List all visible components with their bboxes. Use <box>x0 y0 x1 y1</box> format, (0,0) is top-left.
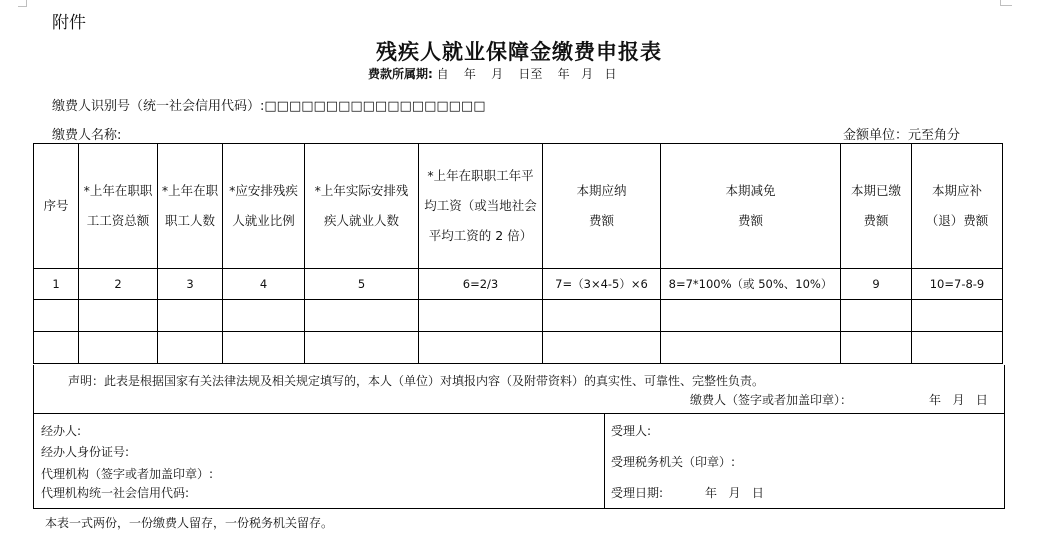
table-cell[interactable] <box>79 332 158 364</box>
table-cell[interactable] <box>305 332 419 364</box>
attachment-label: 附件 <box>52 13 86 33</box>
table-cell[interactable] <box>543 332 661 364</box>
table-index-cell: 3 <box>158 269 223 300</box>
table-cell[interactable] <box>419 300 543 332</box>
table-header-text: *应安排残疾 <box>229 183 298 198</box>
receiver-label: 受理人: <box>611 424 652 438</box>
amount-unit: 金额单位：元至角分 <box>843 128 961 143</box>
table-index-cell: 5 <box>305 269 419 300</box>
agent-id-label: 经办人身份证号: <box>41 445 130 459</box>
page-corner-mark <box>1000 5 1012 7</box>
form-title: 残疾人就业保障金缴费申报表 <box>376 39 662 64</box>
table-header-cell <box>419 144 543 269</box>
declaration-section <box>33 365 1005 414</box>
handling-section <box>33 413 1005 509</box>
table-header-cell <box>34 144 79 269</box>
table-cell[interactable] <box>79 300 158 332</box>
tax-office-label: 受理税务机关（印章）: <box>611 455 736 469</box>
fee-declaration-table <box>33 143 1003 364</box>
section-divider <box>604 413 605 508</box>
table-header-text: 费额 <box>588 213 614 228</box>
table-index-cell: 8=7*100%（或 50%、10%） <box>661 269 841 300</box>
table-header-cell <box>841 144 912 269</box>
table-index-cell: 4 <box>223 269 305 300</box>
receive-date-label: 受理日期: <box>611 486 664 500</box>
table-cell[interactable] <box>305 300 419 332</box>
page-corner-mark <box>18 6 27 8</box>
table-index-row <box>34 269 1003 300</box>
table-cell[interactable] <box>912 332 1003 364</box>
taxpayer-id-boxes[interactable]: □□□□□□□□□□□□□□□□□□ <box>264 99 486 114</box>
table-header-cell <box>912 144 1003 269</box>
payer-name-label: 缴费人名称: <box>52 128 122 143</box>
table-row <box>34 332 1003 364</box>
table-cell[interactable] <box>841 332 912 364</box>
table-cell[interactable] <box>34 300 79 332</box>
taxpayer-id <box>52 95 485 114</box>
table-header-text: 费额 <box>863 213 889 228</box>
fee-period-label: 费款所属期: <box>368 67 433 81</box>
table-cell[interactable] <box>34 332 79 364</box>
table-cell[interactable] <box>158 332 223 364</box>
table-header-text: *上年在职职工年平 <box>427 168 534 183</box>
agency-label: 代理机构（签字或者加盖印章）: <box>41 467 214 481</box>
agent-label: 经办人: <box>41 424 82 438</box>
taxpayer-id-label: 缴费人识别号（统一社会信用代码）: <box>52 99 265 114</box>
table-header-text: 平均工资的 2 倍） <box>428 228 533 243</box>
table-header-text: 人就业比例 <box>232 213 295 228</box>
table-row <box>34 300 1003 332</box>
table-header-cell <box>661 144 841 269</box>
declaration-text: 声明：此表是根据国家有关法律法规及相关规定填写的，本人（单位）对填报内容（及附带资料）的真实性、可靠性、完整性负责。 <box>68 374 765 388</box>
table-header-text: *上年在职职 <box>83 183 153 198</box>
table-cell[interactable] <box>419 332 543 364</box>
table-header-text: 职工人数 <box>164 213 215 228</box>
footnote: 本表一式两份，一份缴费人留存，一份税务机关留存。 <box>45 516 334 530</box>
table-header-text: 序号 <box>43 198 69 213</box>
table-header-text: （退）费额 <box>925 213 989 228</box>
table-cell[interactable] <box>543 300 661 332</box>
receive-date-value: 年 月 日 <box>705 486 764 500</box>
table-index-cell: 2 <box>79 269 158 300</box>
fee-period <box>368 65 617 82</box>
table-header-text: 费额 <box>737 213 763 228</box>
payer-signature-date: 年 月 日 <box>929 393 988 407</box>
table-header-text: 本期已缴 <box>850 183 901 198</box>
table-header-text: 本期减免 <box>725 183 776 198</box>
table-header-row <box>34 144 1003 269</box>
table-header-text: 均工资（或当地社会 <box>424 198 537 213</box>
table-index-cell: 7=（3×4-5）×6 <box>543 269 661 300</box>
table-header-text: *上年在职 <box>161 183 219 198</box>
table-header-cell <box>158 144 223 269</box>
table-cell[interactable] <box>841 300 912 332</box>
table-header-text: 本期应补 <box>931 183 982 198</box>
table-header-text: 疾人就业人数 <box>323 213 399 228</box>
table-header-text: *上年实际安排残 <box>314 183 409 198</box>
table-cell[interactable] <box>223 300 305 332</box>
table-cell[interactable] <box>158 300 223 332</box>
table-index-cell: 9 <box>841 269 912 300</box>
table-index-cell: 6=2/3 <box>419 269 543 300</box>
payer-signature-label: 缴费人（签字或者加盖印章）： <box>690 393 853 407</box>
fee-period-value: 自 年 月 日至 年 月 日 <box>432 67 617 81</box>
table-index-cell: 1 <box>34 269 79 300</box>
table-cell[interactable] <box>661 332 841 364</box>
table-header-text: 本期应纳 <box>576 183 627 198</box>
table-index-cell: 10=7-8-9 <box>912 269 1003 300</box>
table-cell[interactable] <box>223 332 305 364</box>
table-header-cell <box>543 144 661 269</box>
agency-code-label: 代理机构统一社会信用代码: <box>41 486 190 500</box>
table-cell[interactable] <box>661 300 841 332</box>
table-header-cell <box>79 144 158 269</box>
table-cell[interactable] <box>912 300 1003 332</box>
table-header-cell <box>223 144 305 269</box>
table-header-text: 工工资总额 <box>86 213 150 228</box>
table-header-cell <box>305 144 419 269</box>
